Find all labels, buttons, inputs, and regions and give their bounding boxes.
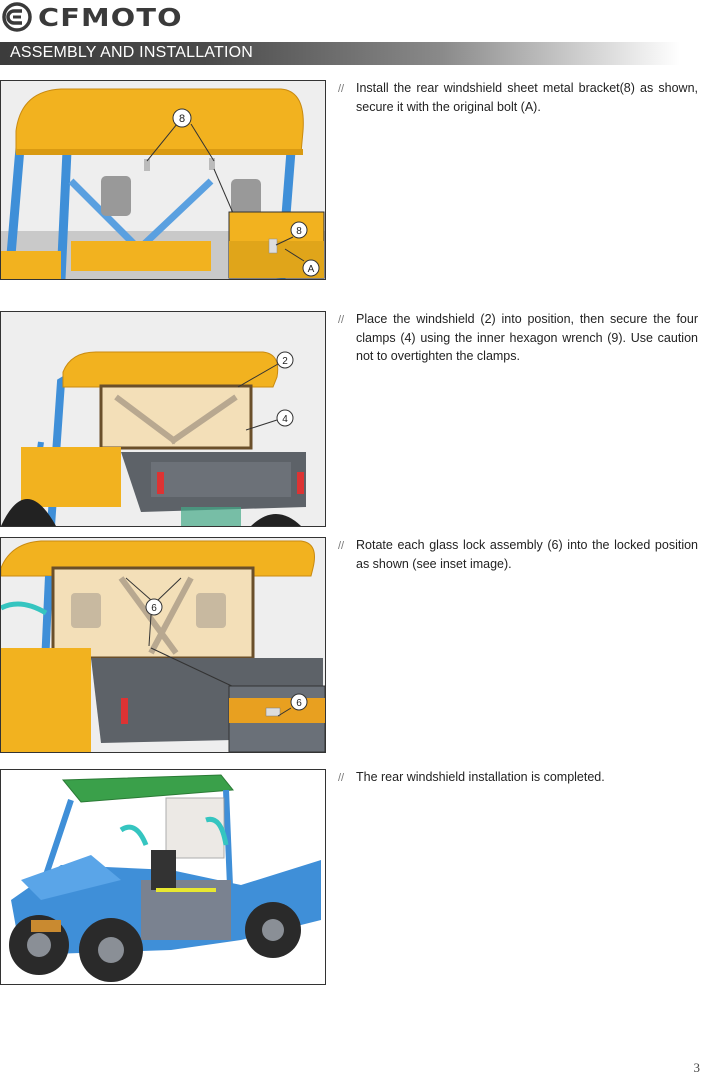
step-bullet: // — [338, 314, 345, 326]
step-instruction: Rotate each glass lock assembly (6) into the locked position as shown (see inset image). — [356, 538, 698, 571]
step-bullet: // — [338, 772, 345, 784]
step-4-text — [338, 768, 698, 787]
figure-step-3 — [0, 537, 326, 753]
section-title: ASSEMBLY AND INSTALLATION — [10, 44, 253, 61]
step-1-text — [338, 79, 698, 116]
page-number: 3 — [693, 1060, 700, 1075]
step-instruction: Place the windshield (2) into position, then secure the four clamps (4) using the inner hexagon wrench (9). Use caution not to overtighten the clamps. — [356, 312, 698, 363]
step-instruction: The rear windshield installation is completed. — [356, 770, 605, 784]
glass-lock-illustration — [1, 538, 325, 752]
figure-step-1 — [0, 80, 326, 280]
windshield-place-illustration — [1, 312, 325, 526]
step-bullet: // — [338, 540, 345, 552]
section-banner — [0, 42, 680, 65]
callout-label: 6 — [296, 698, 302, 709]
step-3-text — [338, 536, 698, 573]
bracket-install-illustration — [1, 81, 325, 279]
callout-label: 4 — [282, 414, 288, 425]
callout-label: A — [307, 264, 315, 275]
figure-step-2 — [0, 311, 326, 527]
callout-label: 8 — [296, 226, 302, 237]
callout-label: 6 — [151, 603, 157, 614]
callout-label: 2 — [282, 356, 288, 367]
brand-name: CFMOTO — [38, 2, 183, 32]
brand-logo — [2, 2, 183, 32]
step-instruction: Install the rear windshield sheet metal bracket(8) as shown, secure it with the original bolt (A). — [356, 81, 698, 114]
cfmoto-logo-icon — [2, 2, 32, 32]
step-2-text — [338, 310, 698, 365]
step-bullet: // — [338, 83, 345, 95]
figure-step-4 — [0, 769, 326, 985]
completed-vehicle-illustration — [1, 770, 325, 984]
callout-label: 8 — [178, 113, 186, 125]
